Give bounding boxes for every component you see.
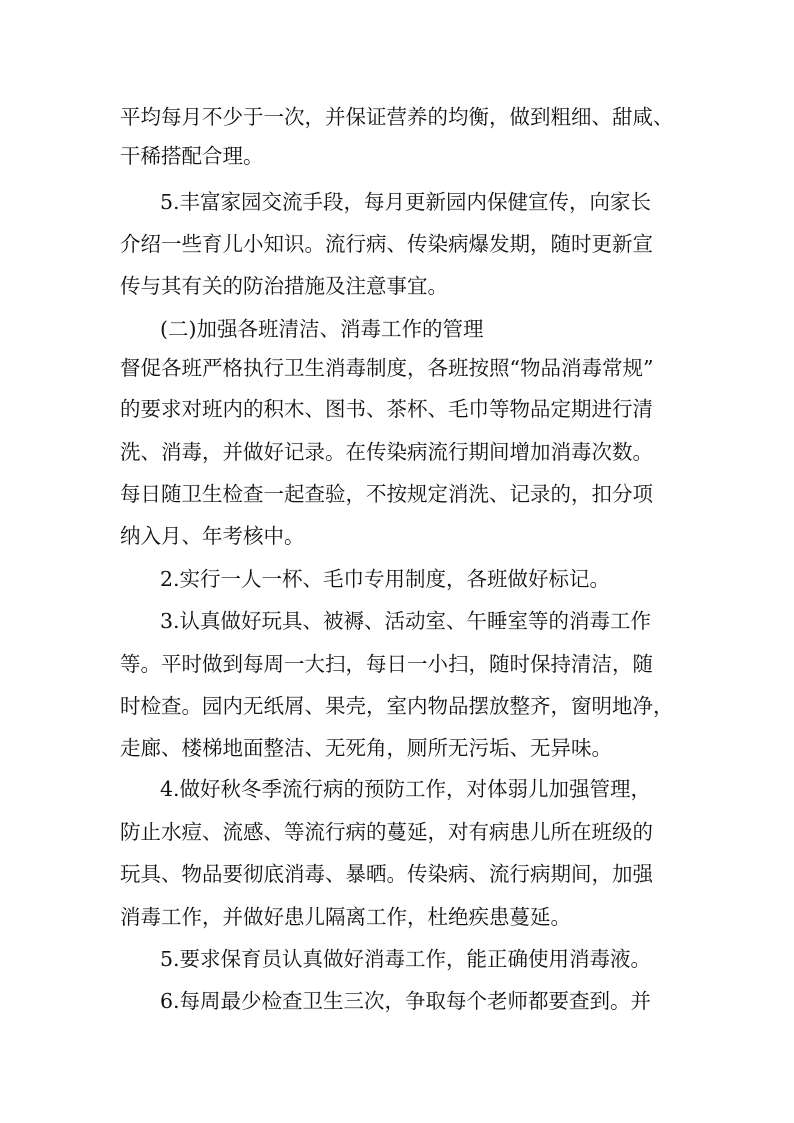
text-line: 督促各班严格执行卫生消毒制度，各班按照“物品消毒常规” bbox=[120, 356, 654, 380]
text-line: 干稀搭配合理。 bbox=[120, 144, 264, 168]
text-line: 每日随卫生检查一起查验，不按规定消洗、记录的，扣分项 bbox=[120, 482, 653, 506]
item-6-start: 6.每周最少检查卫生三次，争取每个老师都要查到。并 bbox=[160, 989, 652, 1013]
text-line: 平均每月不少于一次，并保证营养的均衡，做到粗细、甜咸、 bbox=[120, 105, 674, 129]
text-line: 介绍一些育儿小知识。流行病、传染病爆发期，随时更新宣 bbox=[120, 232, 653, 256]
section-heading: (二)加强各班清洁、消毒工作的管理 bbox=[160, 317, 484, 341]
text-line: 的要求对班内的积木、图书、茶杯、毛巾等物品定期进行清 bbox=[120, 397, 653, 421]
item-3-start: 3.认真做好玩具、被褥、活动室、午睡室等的消毒工作 bbox=[160, 609, 652, 633]
text-line: 玩具、物品要彻底消毒、暴晒。传染病、流行病期间，加强 bbox=[120, 862, 653, 886]
text-line: 纳入月、年考核中。 bbox=[120, 524, 305, 548]
text-line: 消毒工作，并做好患儿隔离工作，杜绝疾患蔓延。 bbox=[120, 905, 571, 929]
paragraph-5-start: 5.丰富家园交流手段，每月更新园内保健宣传，向家长 bbox=[160, 190, 652, 214]
text-line: 等。平时做到每周一大扫，每日一小扫，随时保持清洁，随 bbox=[120, 652, 653, 676]
text-line: 洗、消毒，并做好记录。在传染病流行期间增加消毒次数。 bbox=[120, 440, 653, 464]
item-2: 2.实行一人一杯、毛巾专用制度，各班做好标记。 bbox=[160, 567, 611, 591]
item-4-start: 4.做好秋冬季流行病的预防工作，对体弱儿加强管理， bbox=[160, 777, 652, 801]
text-line: 走廊、楼梯地面整洁、无死角，厕所无污垢、无异味。 bbox=[120, 736, 612, 760]
text-line: 防止水痘、流感、等流行病的蔓延，对有病患儿所在班级的 bbox=[120, 820, 653, 844]
text-line: 时检查。园内无纸屑、果壳，室内物品摆放整齐，窗明地净， bbox=[120, 694, 674, 718]
item-5: 5.要求保育员认真做好消毒工作，能正确使用消毒液。 bbox=[160, 947, 652, 971]
text-line: 传与其有关的防治措施及注意事宜。 bbox=[120, 274, 448, 298]
